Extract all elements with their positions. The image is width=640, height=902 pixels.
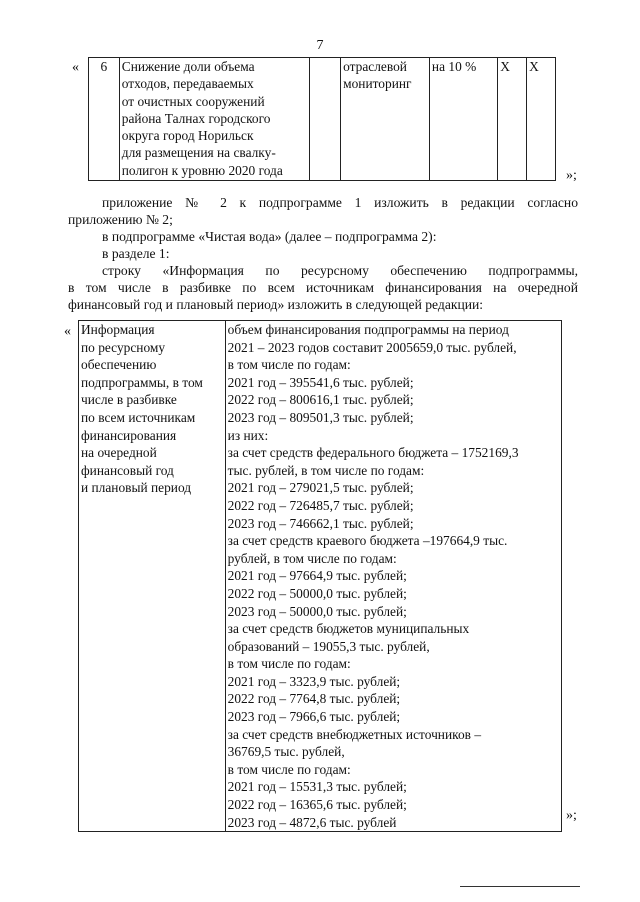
text-line: Снижение доли объема: [121, 59, 255, 74]
text-line: финансирования: [81, 427, 177, 443]
quote-close-1: »;: [566, 168, 577, 183]
text-line: в том числе по годам:: [227, 761, 351, 777]
text-line: 2023 год – 746662,1 тыс. рублей;: [227, 515, 414, 531]
quote-open-2: «: [64, 324, 71, 339]
paragraph-section: в разделе 1:: [102, 246, 170, 261]
text-line: финансовый год: [81, 462, 174, 478]
text-line: на очередной: [81, 445, 157, 461]
paragraph-line: в том числе в разбивке по всем источникам финансирования на очередной: [68, 280, 578, 295]
text-line: от очистных сооружений: [121, 93, 265, 109]
text-line: 36769,5 тыс. рублей,: [227, 744, 345, 760]
text-line: 2021 – 2023 годов составит 2005659,0 тыс. рублей,: [227, 339, 517, 355]
text-line: 2022 год – 800616,1 тыс. рублей;: [227, 392, 414, 408]
paragraph-line: строку «Информация по ресурсному обеспечению подпрограммы,: [102, 263, 578, 278]
text-line: отходов, передаваемых: [121, 76, 254, 92]
text-line: образований – 19055,3 тыс. рублей,: [227, 638, 430, 654]
text-line: обеспечению: [81, 357, 157, 373]
text-line: 2021 год – 395541,6 тыс. рублей;: [227, 374, 414, 390]
page-number: 7: [316, 38, 324, 53]
table-row: [79, 321, 562, 832]
text-line: 2022 год – 7764,8 тыс. рублей;: [227, 691, 401, 707]
text-line: 2023 год – 50000,0 тыс. рублей;: [227, 603, 407, 619]
text-line: в том числе по годам:: [227, 357, 351, 373]
paragraph-row-info: [68, 262, 578, 313]
indicator-table: [88, 57, 556, 181]
text-line: 2022 год – 50000,0 тыс. рублей;: [227, 585, 407, 601]
quote-open-1: «: [72, 60, 79, 75]
x-mark-1: Х: [498, 58, 527, 181]
text-line: 2023 год – 809501,3 тыс. рублей;: [227, 409, 414, 425]
text-line: числе в разбивке: [81, 392, 177, 408]
text-line: в том числе по годам:: [227, 656, 351, 672]
text-line: 2023 год – 7966,6 тыс. рублей;: [227, 709, 401, 725]
text-line: и плановый период: [81, 480, 192, 496]
text-line: 2023 год – 4872,6 тыс. рублей: [227, 814, 397, 830]
row-number: 6: [89, 58, 120, 181]
text-line: округа город Норильск: [121, 128, 254, 144]
text-line: отраслевой: [343, 59, 407, 74]
text-line: объем финансирования подпрограммы на период: [227, 322, 509, 337]
table-row: [89, 58, 556, 181]
quote-close-2: »;: [566, 808, 577, 823]
text-line: мониторинг: [343, 76, 412, 92]
text-line: подпрограммы, в том: [81, 374, 203, 390]
text-line: 2022 год – 726485,7 тыс. рублей;: [227, 497, 414, 513]
text-line: за счет средств внебюджетных источников –: [227, 726, 482, 742]
text-line: рублей, в том числе по годам:: [227, 550, 397, 566]
text-line: 2021 год – 279021,5 тыс. рублей;: [227, 480, 414, 496]
text-line: 2021 год – 15531,3 тыс. рублей;: [227, 779, 407, 795]
financing-table: [78, 320, 562, 832]
text-line: полигон к уровню 2020 года: [121, 162, 283, 178]
text-line: из них:: [227, 427, 269, 443]
paragraph-appendix: [68, 194, 578, 228]
text-line: тыс. рублей, в том числе по годам:: [227, 462, 425, 478]
text-line: для размещения на свалку-: [121, 145, 276, 161]
text-line: за счет средств краевого бюджета –197664,9 тыс.: [227, 533, 508, 549]
footer-divider: [460, 886, 580, 887]
indicator-value: на 10 %: [429, 58, 497, 181]
paragraph-subprogram: в подпрограмме «Чистая вода» (далее – подпрограмма 2):: [102, 229, 437, 244]
text-line: за счет средств бюджетов муниципальных: [227, 621, 470, 637]
text-line: района Талнах городского: [121, 110, 271, 126]
x-mark-2: Х: [527, 58, 556, 181]
text-line: за счет средств федерального бюджета – 1752169,3: [227, 445, 519, 461]
text-line: Информация: [81, 322, 155, 337]
indicator-method: [341, 58, 430, 181]
text-line: 2022 год – 16365,6 тыс. рублей;: [227, 797, 407, 813]
text-line: по всем источникам: [81, 409, 196, 425]
indicator-description: [119, 58, 310, 181]
financing-details: [225, 321, 561, 832]
text-line: 2021 год – 97664,9 тыс. рублей;: [227, 568, 407, 584]
paragraph-line: приложению № 2;: [68, 212, 173, 227]
empty-cell: [310, 58, 341, 181]
paragraph-line: финансовый год и плановый период» изложить в следующей редакции:: [68, 297, 484, 312]
financing-label: [79, 321, 226, 832]
paragraph-line: приложение № 2 к подпрограмме 1 изложить в редакции согласно: [102, 195, 578, 210]
text-line: по ресурсному: [81, 339, 166, 355]
text-line: 2021 год – 3323,9 тыс. рублей;: [227, 673, 401, 689]
